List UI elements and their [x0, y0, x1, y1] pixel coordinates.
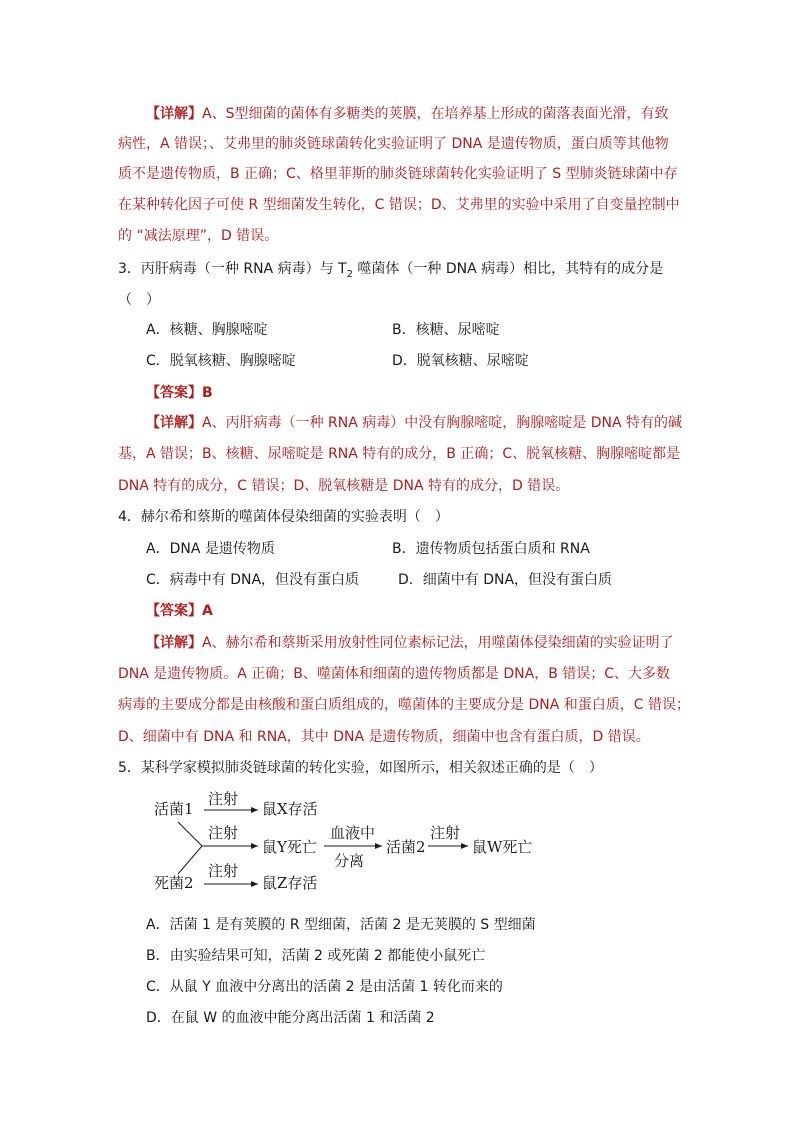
q2-detail-line-2: 病性，A 错误；、艾弗里的肺炎链球菌转化实验证明了 DNA 是遗传物质，蛋白质等其他物 — [118, 136, 669, 152]
q4-answer: 【答案】A — [146, 603, 213, 619]
q3-option-b: B．核糖、尿嘧啶 — [392, 322, 500, 338]
q4-option-c: C．病毒中有 DNA，但没有蛋白质 — [146, 572, 360, 588]
q5-option-a: A．活菌 1 是有荚膜的 R 型细菌，活菌 2 是无荚膜的 S 型细菌 — [146, 917, 536, 933]
q4-stem: 4．赫尔希和蔡斯的噬菌体侵染细菌的实验表明（ ） — [118, 509, 449, 525]
diagram-branch-upper — [178, 822, 202, 846]
q2-detail-line-5: 的 “减法原理”，D 错误。 — [118, 228, 279, 244]
diagram-mouse-x: 鼠X存活 — [262, 800, 318, 818]
q4-detail-line-3: 病毒的主要成分都是由核酸和蛋白质组成的，噬菌体的主要成分是 DNA 和蛋白质，C 错误； — [118, 697, 690, 713]
q3-detail-line-2: 基，A 错误；B、核糖、尿嘧啶是 RNA 特有的成分，B 正确；C、脱氧核糖、胸腺嘧啶都是 — [118, 446, 681, 462]
q5-option-b: B．由实验结果可知，活菌 2 或死菌 2 都能使小鼠死亡 — [146, 948, 486, 964]
diagram-inject-label-1: 注射 — [208, 790, 239, 808]
q4-detail-label: 【详解】 — [146, 635, 202, 651]
q2-detail-line-4: 在某种转化因子可使 R 型细菌发生转化，C 错误；D、艾弗里的实验中采用了自变量控制中 — [118, 197, 680, 213]
diagram-live-bacteria-2: 活菌2 — [386, 838, 426, 856]
diagram-live-bacteria-1: 活菌1 — [154, 800, 194, 818]
q4-detail-line-2: DNA 是遗传物质。A 正确；B、噬菌体和细菌的遗传物质都是 DNA，B 错误；C、大多数 — [118, 666, 671, 682]
q2-detail-label: 【详解】 — [146, 106, 202, 122]
diagram-dead-bacteria-2: 死菌2 — [154, 874, 194, 892]
diagram-mouse-y: 鼠Y死亡 — [262, 838, 317, 856]
q3-stem: 3．丙肝病毒（一种 RNA 病毒）与 $T_2$ 噬菌体（一种 DNA 病毒）相比，其特有的成分是 — [118, 261, 664, 280]
diagram-inject-label-2: 注射 — [208, 824, 239, 842]
q3-option-a: A．核糖、胸腺嘧啶 — [146, 322, 268, 338]
diagram-separate-label: 分离 — [334, 852, 365, 870]
diagram-inject-label-4: 注射 — [208, 862, 239, 880]
diagram-blood-label: 血液中 — [330, 824, 376, 842]
q3-detail-line-1: 【详解】A、丙肝病毒（一种 RNA 病毒）中没有胸腺嘧啶，胸腺嘧啶是 DNA 特有的碱 — [146, 415, 682, 431]
diagram-mouse-w: 鼠W死亡 — [472, 838, 533, 856]
q2-detail-line-3: 质不是遗传物质，B 正确；C、格里菲斯的肺炎链球菌转化实验证明了 S 型肺炎链球菌中存 — [118, 166, 678, 182]
diagram-branch-lower — [178, 846, 202, 874]
q3-option-d: D．脱氧核糖、尿嘧啶 — [392, 353, 529, 369]
q4-option-b: B．遗传物质包括蛋白质和 RNA — [392, 541, 590, 557]
transformation-experiment-diagram — [150, 788, 570, 900]
q5-stem: 5．某科学家模拟肺炎链球菌的转化实验，如图所示，相关叙述正确的是（ ） — [118, 760, 603, 776]
q5-option-d: D．在鼠 W 的血液中能分离出活菌 1 和活菌 2 — [146, 1010, 435, 1026]
q4-option-a: A．DNA 是遗传物质 — [146, 541, 275, 557]
q2-detail-line-1: 【详解】A、S型细菌的菌体有多糖类的荚膜，在培养基上形成的菌落表面光滑，有致 — [146, 106, 669, 122]
diagram-inject-label-3: 注射 — [430, 824, 461, 842]
q4-detail-line-1: 【详解】A、赫尔希和蔡斯采用放射性同位素标记法，用噬菌体侵染细菌的实验证明了 — [146, 635, 674, 651]
q3-stem-paren: （ ） — [118, 292, 160, 308]
q5-option-c: C．从鼠 Y 血液中分离出的活菌 2 是由活菌 1 转化而来的 — [146, 979, 503, 995]
q3-detail-line-3: DNA 特有的成分，C 错误；D、脱氧核糖是 DNA 特有的成分，D 错误。 — [118, 478, 570, 494]
q3-answer: 【答案】B — [146, 385, 213, 401]
q4-detail-line-4: D、细菌中有 DNA 和 RNA，其中 DNA 是遗传物质，细菌中也含有蛋白质，D 错误。 — [118, 729, 650, 745]
diagram-mouse-z: 鼠Z存活 — [262, 874, 318, 892]
q3-detail-label: 【详解】 — [146, 415, 202, 431]
q3-option-c: C．脱氧核糖、胸腺嘧啶 — [146, 353, 296, 369]
q4-option-d: D．细菌中有 DNA，但没有蛋白质 — [398, 572, 613, 588]
